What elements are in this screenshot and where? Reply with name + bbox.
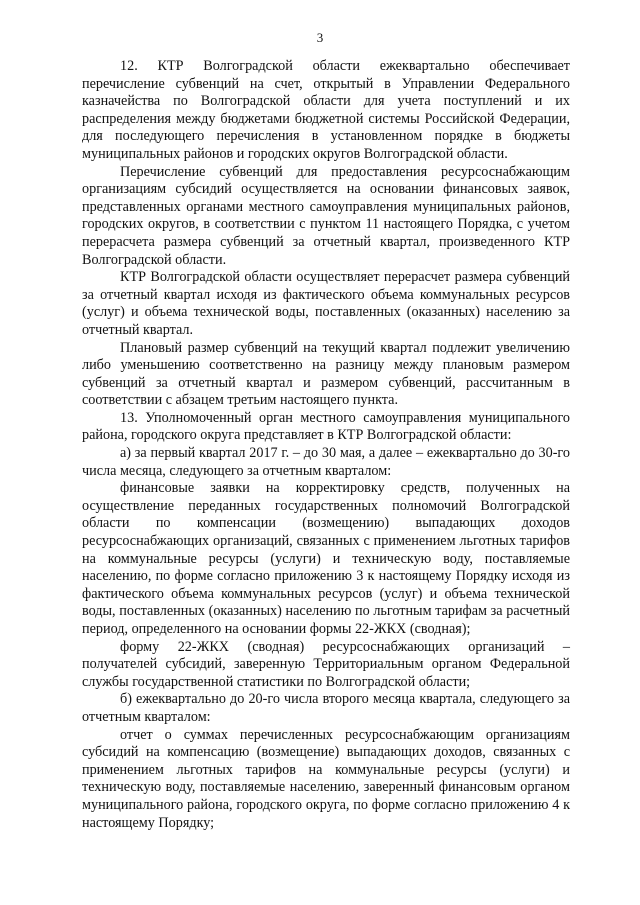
- paragraph-13-b: б) ежеквартально до 20-го числа второго месяца квартала, следующего за отчетным кварталом:: [82, 691, 570, 725]
- paragraph-13-a: а) за первый квартал 2017 г. – до 30 мая, а далее – ежеквартально до 30-го числа месяца, следующего за отчетным кварталом:: [82, 445, 570, 479]
- paragraph-financial-requests: финансовые заявки на корректировку средств, полученных на осуществление переданных государственных полномочий Волгоградской области по компенсации (возмещению) выпадающих доходов ресурсоснабжающих организаций, связанных с применением льготных тарифов на коммунальные ресурсы (услуги) и техническую воду, поставляемые населению, по форме согласно приложению 3 к настоящему Порядку исходя из фактического объема коммунальных ресурсов (услуг) и объема технической воды, поставленных (оказанных) населению по льготным тарифам за расчетный период, определенного на основании формы 22-ЖКХ (сводная);: [82, 480, 570, 637]
- paragraph-12: 12. КТР Волгоградской области ежеквартально обеспечивает перечисление субвенций на счет, открытый в Управлении Федерального казначейства по Волгоградской области для учета поступлений и их распределения между бюджетами бюджетной системы Российской Федерации, для последующего перечисления в установленном порядке в бюджеты муниципальных районов и городских округов Волгоградской области.: [82, 58, 570, 162]
- page-number: 3: [316, 30, 324, 45]
- paragraph-form-22: форму 22-ЖКХ (сводная) ресурсоснабжающих организаций – получателей субсидий, заверенную Территориальным органом Федеральной службы государственной статистики по Волгоградской области;: [82, 638, 570, 690]
- document-body: [82, 58, 570, 832]
- paragraph-subvention-transfer: Перечисление субвенций для предоставления ресурсоснабжающим организациям субсидий осуществляется на основании финансовых заявок, представленных органами местного самоуправления муниципальных районов, городских округов, в соответствии с пунктом 11 настоящего Порядка, с учетом перерасчета размера субвенций за отчетный квартал, произведенного КТР Волгоградской области.: [82, 163, 570, 268]
- paragraph-report: отчет о суммах перечисленных ресурсоснабжающим организациям субсидий на компенсацию (возмещение) выпадающих доходов, связанных с применением льготных тарифов на коммунальные ресурсы (услуги) и техническую воду, поставляемые населению, заверенный финансовым органом муниципального района, городского округа, по форме согласно приложению 4 к настоящему Порядку;: [82, 726, 570, 831]
- paragraph-planned-size: Плановый размер субвенций на текущий квартал подлежит увеличению либо уменьшению соответственно на разницу между плановым размером субвенций за отчетный квартал и размером субвенций, рассчитанным в соответствии с абзацем третьим настоящего пункта.: [82, 339, 570, 409]
- paragraph-recalculation: КТР Волгоградской области осуществляет перерасчет размера субвенций за отчетный квартал исходя из фактического объема коммунальных ресурсов (услуг) и объема технической воды, поставленных (оказанных) населению за отчетный квартал.: [82, 269, 570, 338]
- paragraph-13: 13. Уполномоченный орган местного самоуправления муниципального района, городского округа представляет в КТР Волгоградской области:: [82, 409, 570, 444]
